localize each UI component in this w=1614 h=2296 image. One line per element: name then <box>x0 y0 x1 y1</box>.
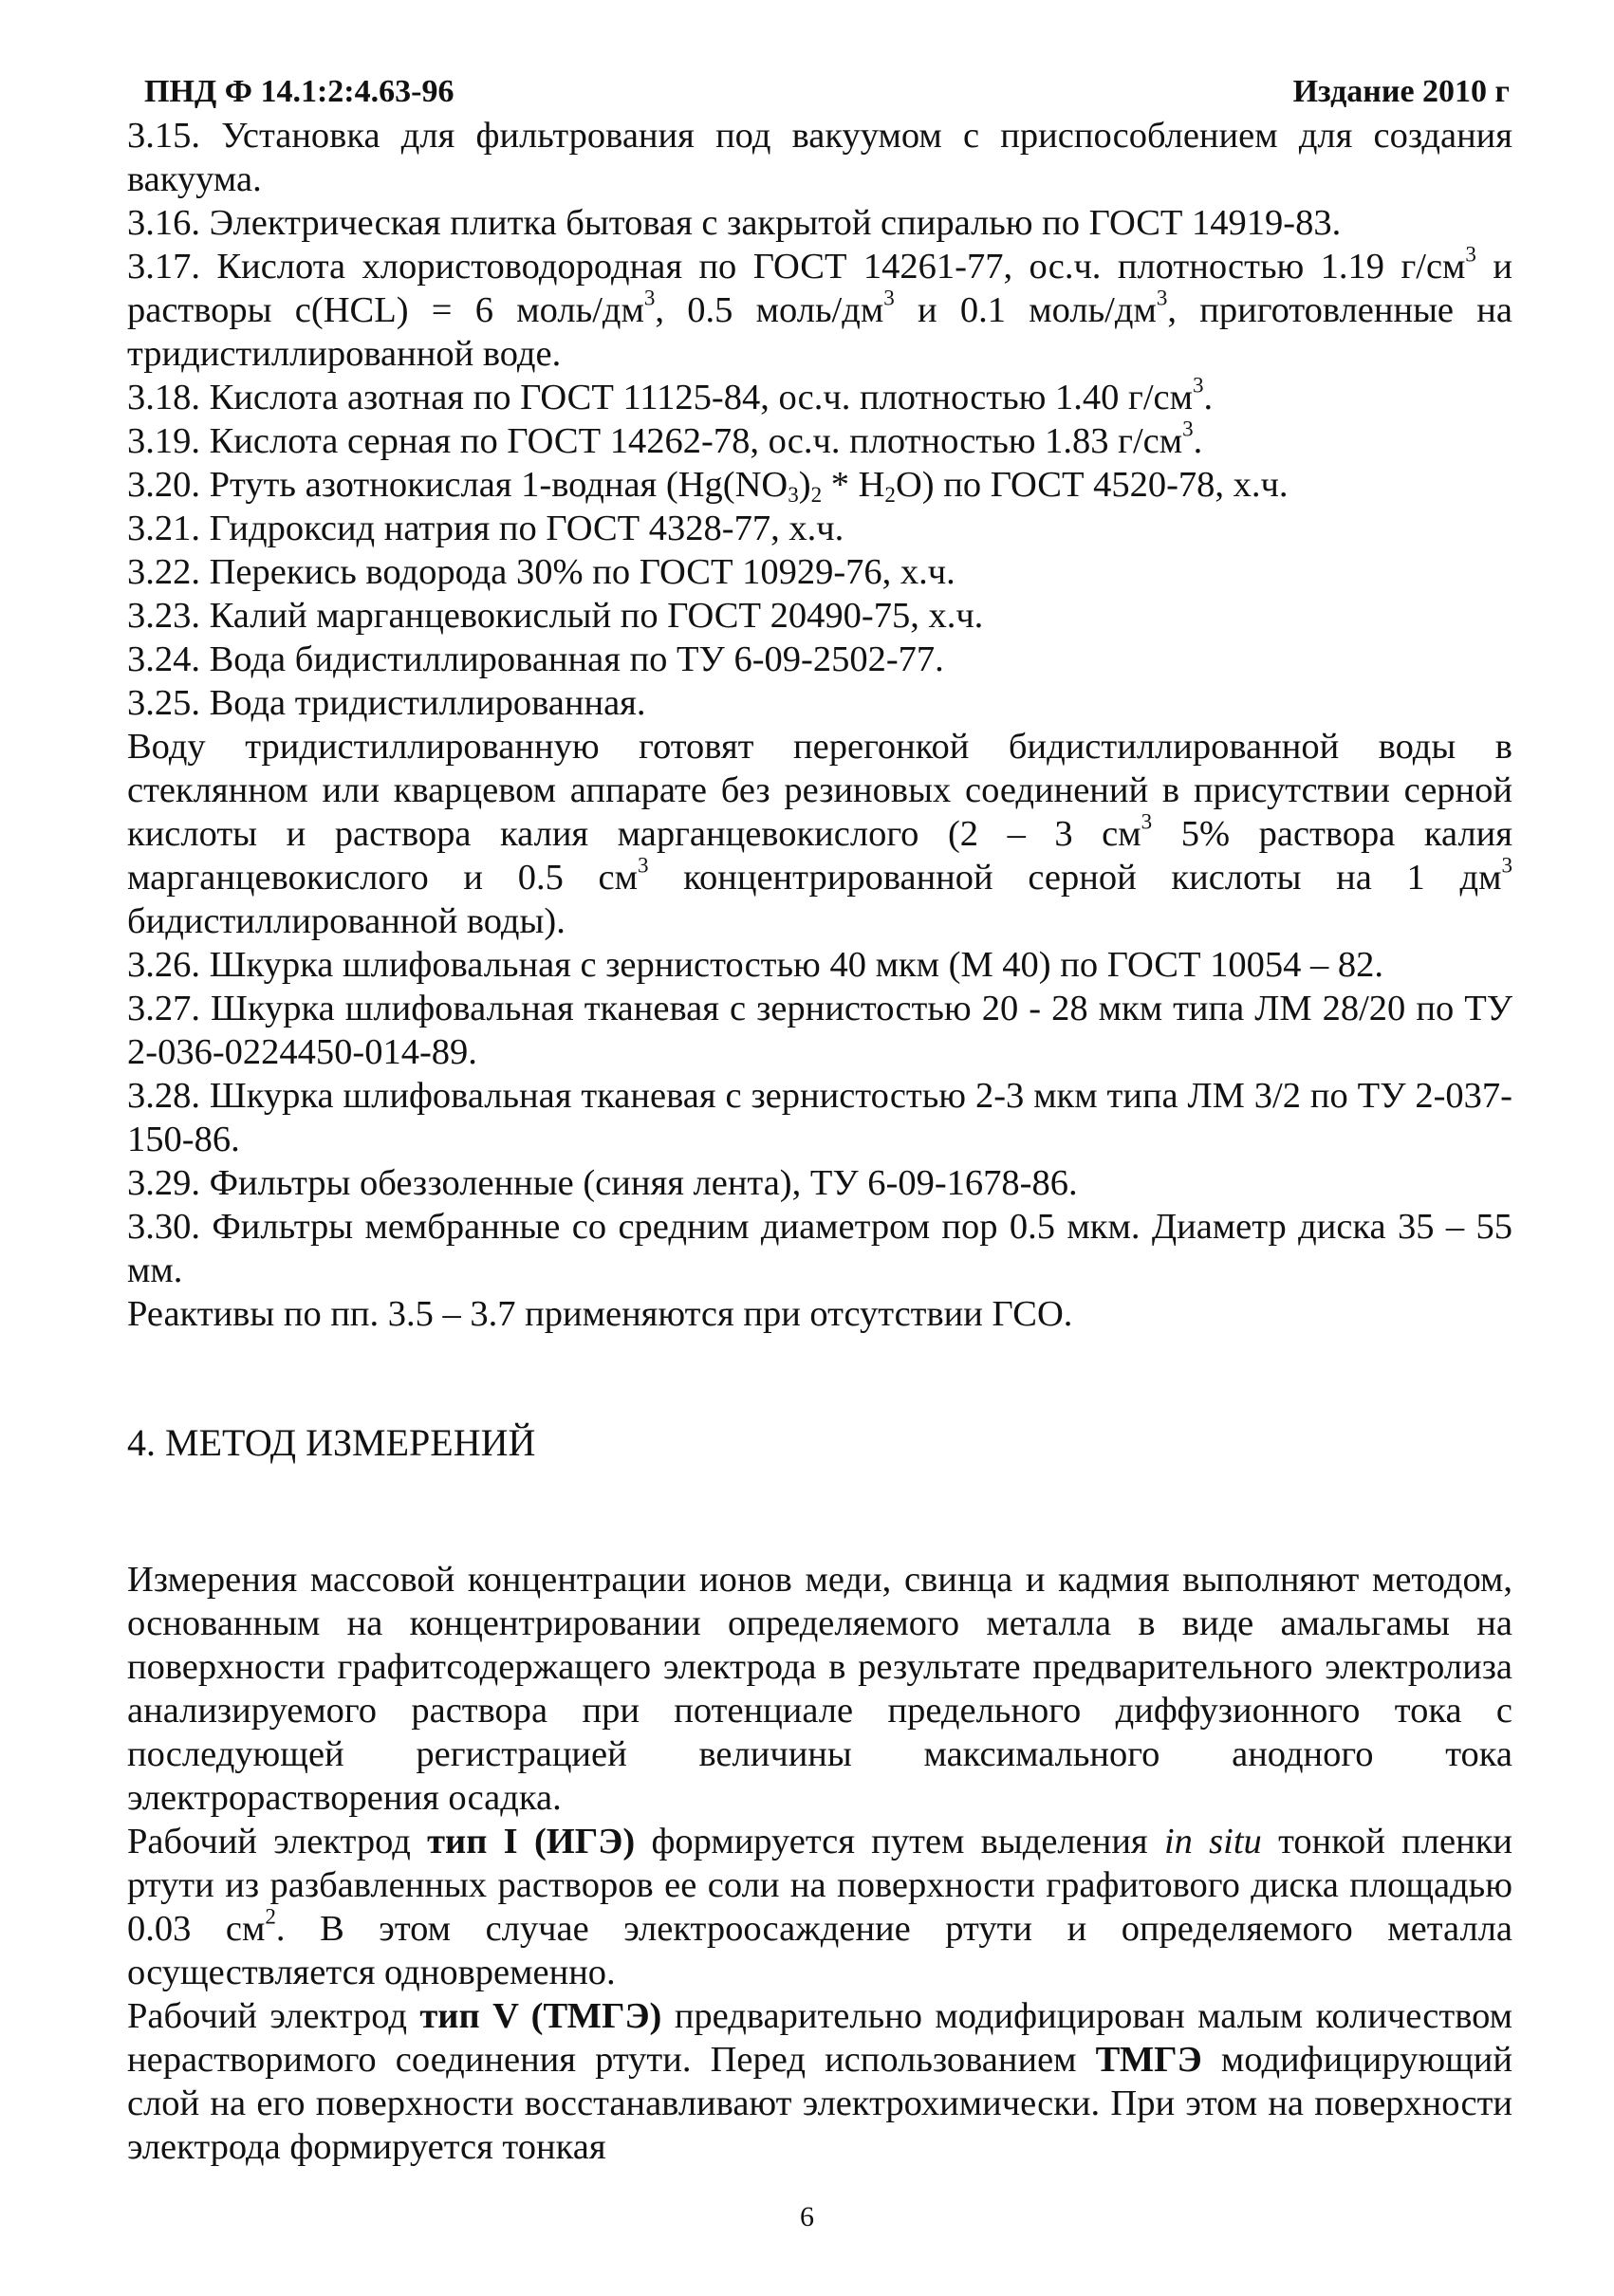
item-3-20: 3.20. Ртуть азотнокислая 1-водная $(Hg(NO_3)_2 * H_2O)$ по ГОСТ 4520-78, х.ч. <box>127 465 1289 507</box>
item-3-26: 3.26. Шкурка шлифовальная с зернистостью 40 мкм (М 40) по ГОСТ 10054 – 82. <box>127 945 1384 985</box>
page-number: 6 <box>800 2201 814 2232</box>
document-code: ПНД Ф 14.1:2:4.63-96 <box>144 74 455 109</box>
method-paragraph-1: Измерения массовой концентрации ионов меди, свинца и кадмия выполняют методом, основанным на концентрировании определяемого металла в виде амальгамы на поверхности графитсодержащего электрода в результате предварительного электролиза анализируемого раствора при потенциале предельного диффузионного тока с последующей регистрацией величины максимального анодного тока электрорастворения осадка. <box>127 1560 1512 1818</box>
item-3-29: 3.29. Фильтры обеззоленные (синяя лента), ТУ 6-09-1678-86. <box>127 1163 1078 1203</box>
item-3-27: 3.27. Шкурка шлифовальная тканевая с зернистостью 20 - 28 мкм типа ЛМ 28/20 по ТУ 2-036-0224450-014-89. <box>127 989 1512 1072</box>
method-paragraph-3: Рабочий электрод тип V (ТМГЭ) предварительно модифицирован малым количеством нерастворимого соединения ртути. Перед использованием ТМГЭ модифицирующий слой на его поверхности восстанавливают электрохимически. При этом на поверхности электрода формируется тонкая <box>127 1996 1512 2167</box>
item-3-18: 3.18. Кислота азотная по ГОСТ 11125-84, ос.ч. плотностью 1.40 $г/см^3$. <box>127 372 1214 417</box>
item-3-25: 3.25. Вода тридистиллированная. <box>127 683 646 723</box>
item-3-19: 3.19. Кислота серная по ГОСТ 14262-78, ос.ч. плотностью 1.83 $г/см^3$. <box>127 416 1203 461</box>
edition-label: Издание 2010 г <box>1292 74 1510 109</box>
item-3-23: 3.23. Калий марганцевокислый по ГОСТ 20490-75, х.ч. <box>127 596 984 636</box>
item-3-22: 3.22. Перекись водорода 30% по ГОСТ 10929-76, х.ч. <box>127 552 955 592</box>
item-3-16: 3.16. Электрическая плитка бытовая с закрытой спиралью по ГОСТ 14919-83. <box>127 203 1342 243</box>
method-paragraph-2: Рабочий электрод тип I (ИГЭ) формируется путем выделения in situ тонкой пленки ртути из разбавленных растворов ее соли на поверхности графитового диска площадью 0.03 $см^2$. В этом случае электроосаждение ртути и определяемого металла осуществляется одновременно. <box>127 1822 1512 1992</box>
in-situ-term: in situ <box>1163 1822 1262 1861</box>
item-3-24: 3.24. Вода бидистиллированная по ТУ 6-09-2502-77. <box>127 639 944 679</box>
electrode-type-1-label: тип I (ИГЭ) <box>427 1822 636 1861</box>
section-4-title: 4. МЕТОД ИЗМЕРЕНИЙ <box>127 1421 536 1464</box>
item-3-21: 3.21. Гидроксид натрия по ГОСТ 4328-77, х.ч. <box>127 509 844 548</box>
tmge-term: ТМГЭ <box>1095 2040 1202 2080</box>
item-3-15: 3.15. Установка для фильтрования под вакуумом с приспособлением для создания вакуума. <box>127 116 1512 199</box>
page-content <box>127 114 1512 2169</box>
item-3-28: 3.28. Шкурка шлифовальная тканевая с зернистостью 2-3 мкм типа ЛМ 3/2 по ТУ 2-037-150-86. <box>127 1076 1512 1159</box>
section-gap <box>127 1467 1512 1558</box>
reagents-note: Реактивы по пп. 3.5 – 3.7 применяются при отсутствии ГСО. <box>127 1294 1073 1334</box>
item-3-30: 3.30. Фильтры мембранные со средним диаметром пор 0.5 мкм. Диаметр диска 35 – 55 мм. <box>127 1207 1512 1290</box>
method-section-body <box>127 1558 1512 2169</box>
electrode-type-5-label: тип V (ТМГЭ) <box>419 1996 662 2036</box>
water-preparation-paragraph: Воду тридистиллированную готовят перегонкой бидистиллированной воды в стеклянном или кварцевом аппарате без резиновых соединений в присутствии серной кислоты и раствора калия марганцевокислого (2 – 3 $см^3$ 5% раствора калия марганцевокислого и 0.5 $см^3$ концентрированной серной кислоты на 1 $дм^3$ бидистиллированной воды). <box>127 727 1512 941</box>
item-3-17: 3.17. Кислота хлористоводородная по ГОСТ 14261-77, ос.ч. плотностью 1.19 $г/см^3$ и растворы с(HCL) = 6 моль/$дм^3$, 0.5 моль/$дм^3$ и 0.1 моль/$дм^3$, приготовленные на тридистиллированной воде. <box>127 241 1512 374</box>
